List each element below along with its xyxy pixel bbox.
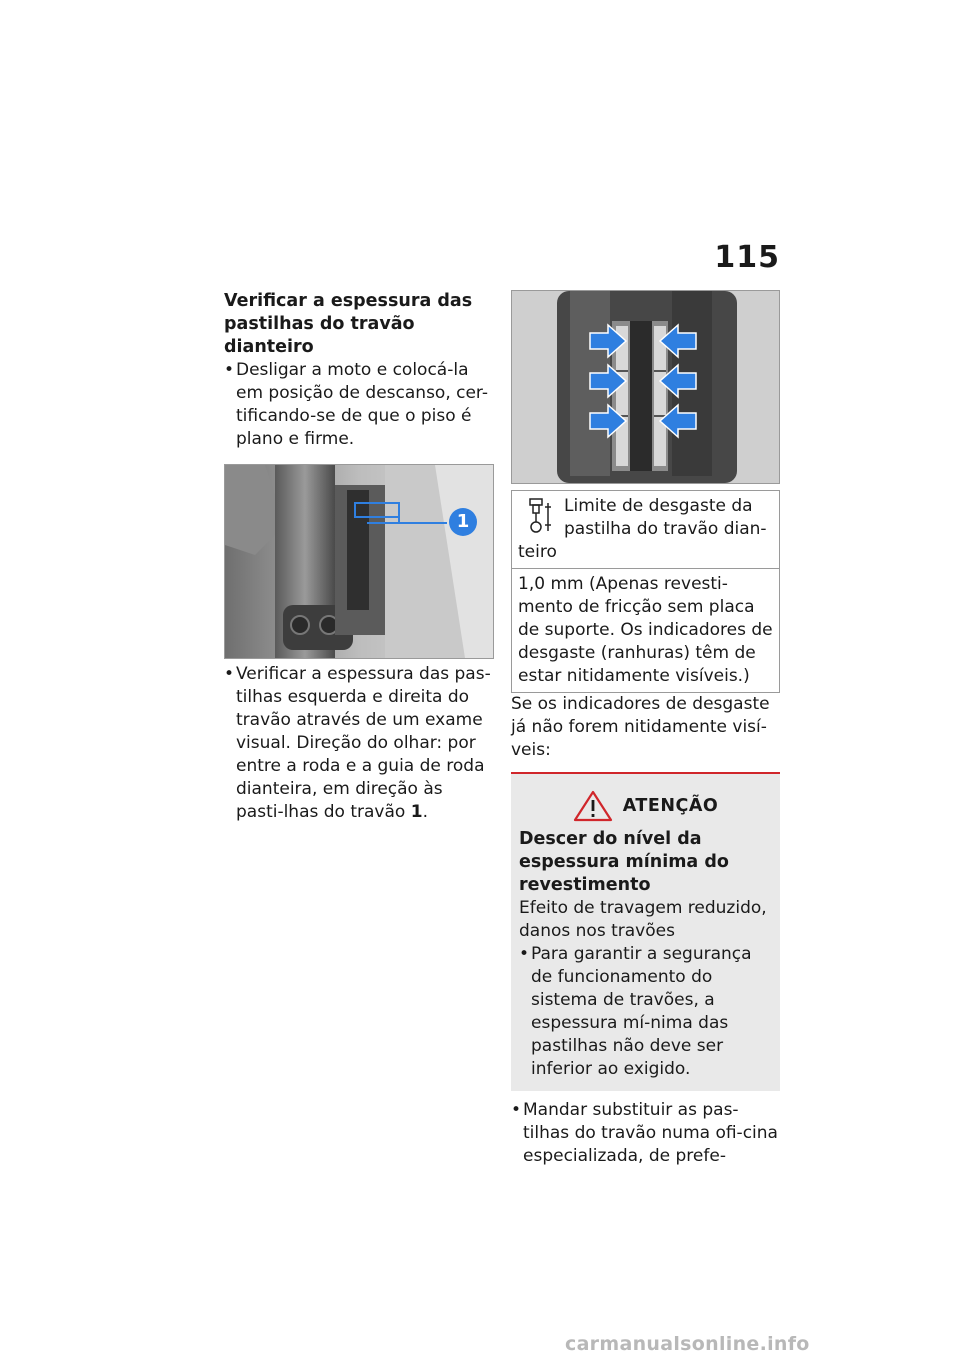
brake-caliper-illustration — [225, 465, 493, 658]
warning-heading: Descer do nível da espessura mínima do revestimento — [519, 829, 729, 895]
brake-pad-thickness-icon — [526, 497, 556, 535]
callout-number: 1 — [456, 511, 470, 532]
bullet-item — [224, 663, 494, 824]
condition-text: Se os indicadores de desgaste já não forem nitidamente visí-veis: — [511, 694, 770, 760]
warning-effect: Efeito de travagem reduzido, danos nos travões — [519, 898, 767, 941]
bullet-dot-icon: • — [511, 1100, 522, 1120]
page-number: 115 — [714, 240, 780, 275]
spec-label: Limite de desgaste da pastilha do travão dian-teiro — [518, 496, 767, 562]
bullet-text: Desligar a moto e colocá-la em posição de descanso, cer-tificando-se de que o piso é plano e firme. — [236, 360, 488, 449]
watermark: carmanualsonline.info — [565, 1333, 810, 1355]
warning-bullet — [519, 943, 772, 1081]
spec-table — [511, 490, 780, 693]
spec-value: 1,0 mm (Apenas revesti-mento de fricção sem placa de suporte. Os indicadores de desgaste (ranhuras) têm de estar nitidamente visíveis.) — [518, 574, 773, 686]
bullet-dot-icon: • — [224, 360, 235, 380]
left-column — [224, 290, 494, 824]
bullet-item — [511, 1099, 780, 1168]
brake-caliper-photo — [224, 464, 494, 659]
warning-bullet-text: Para garantir a segurança de funcionamento do sistema de travões, a espessura mí-nima das pastilhas não deve ser inferior ao exigido. — [531, 944, 752, 1079]
warning-title: ATENÇÃO — [622, 796, 719, 816]
bullet-dot-icon: • — [519, 944, 530, 964]
bullet-item — [224, 359, 494, 451]
bullet-text: Verificar a espessura das pas-tilhas esquerda e direita do travão através de um exame visual. Direção do olhar: por entre a roda e a guia de roda dianteira, em direção às pasti-lhas do travão — [236, 664, 491, 822]
section-title: Verificar a espessura das pastilhas do travão dianteiro — [224, 291, 473, 357]
bullet-text: Mandar substituir as pas-tilhas do travão numa ofi-cina especializada, de prefe- — [523, 1100, 778, 1166]
callout-badge — [449, 508, 477, 536]
brake-pad-wear-illustration — [512, 291, 779, 483]
bullet-end: . — [422, 802, 428, 822]
brake-pad-photo — [511, 290, 780, 484]
warning-header — [519, 790, 772, 822]
spec-value-row — [512, 568, 779, 692]
spec-label-row — [512, 491, 779, 568]
bullet-reference: 1 — [410, 802, 423, 822]
warning-triangle-icon — [573, 790, 613, 822]
warning-box — [511, 772, 780, 1091]
right-column — [511, 290, 780, 1168]
bullet-dot-icon: • — [224, 664, 235, 684]
